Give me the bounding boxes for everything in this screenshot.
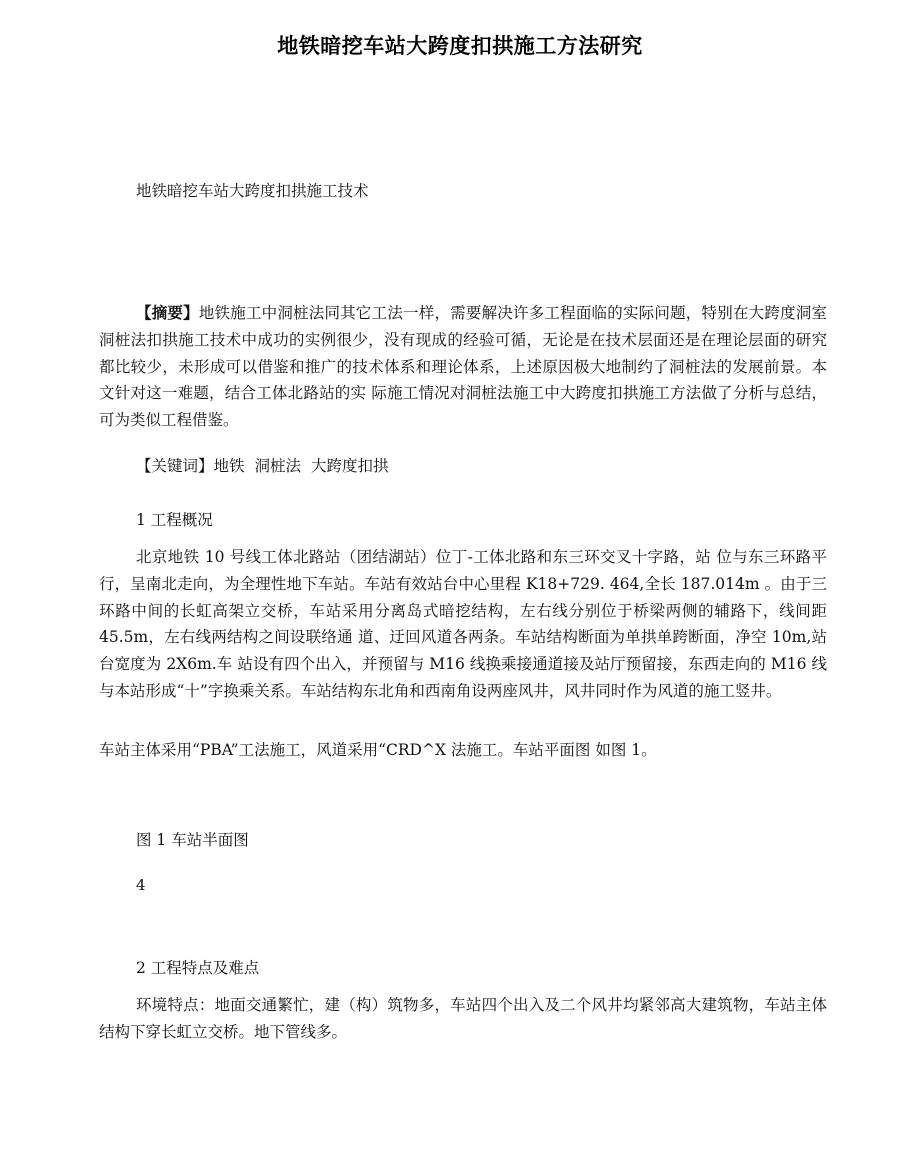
figure-number: 4 (136, 876, 146, 894)
abstract-paragraph (99, 300, 827, 434)
keywords-label: 【关键词】 (136, 457, 214, 475)
abstract-label: 【摘要】 (136, 303, 199, 322)
document-title: 地铁暗挖车站大跨度扣拱施工方法研究 (277, 34, 643, 58)
overview-paragraph: 北京地铁 10 号线工体北路站（团结湖站）位丁-工体北路和东三环交叉十字路，站 位与东三环路平行，呈南北走向，为全理性地下车站。车站有效站台中心里程 K18+729. 464,全长 187.014m 。由于三环路中间的长虹高架立交桥，车站采用分离岛式暗挖结构，左右线分别位于桥梁两侧的辅路下，线间距 45.5m，左右线两结构之间设联络通 道、迂回风道各两条。车站结构断面为单拱单跨断面，净空 10m,站台宽度为 2X6m.车 站设有四个出入，并预留与 M16 线换乘接通道接及站厅预留接，东西走向的 M16 线与本站形成“十”字换乘关系。车站结构东北角和西南角设两座风井，风井同时作为风道的施工竖井。 (99, 548, 827, 700)
keyword-item: 洞桩法 (254, 457, 302, 475)
section-heading-2: 2 工程特点及难点 (136, 959, 260, 977)
keyword-item: 大跨度扣拱 (311, 457, 389, 475)
keywords-line (136, 454, 389, 476)
keyword-item: 地铁 (213, 457, 245, 475)
document-subtitle: 地铁暗挖车站大跨度扣拱施工技术 (136, 182, 369, 200)
figure-caption: 图 1 车站半面图 (136, 831, 249, 849)
environment-paragraph: 环境特点：地面交通繁忙，建（构）筑物多，车站四个出入及二个风井均紧邻高大建筑物，车站主体结构下穿长虹立交桥。地下管线多。 (99, 996, 827, 1041)
abstract-text: 地铁施工中洞桩法同其它工法一样，需要解决许多工程面临的实际问题，特别在大跨度洞室洞桩法扣拱施工技术中成功的实例很少，没有现成的经验可循，无论是在技术层面还是在理论层面的研究都比较少，未形成可以借鉴和推广的技术体系和理论体系，上述原因极大地制约了洞桩法的发展前景。本文针对这一难题，结合工体北路站的实 际施工情况对洞桩法施工中大跨度扣拱施工方法做了分析与总结，可为类似工程借鉴。 (99, 304, 827, 430)
construction-method-line: 车站主体采用“PBA”工法施工，风道采用“CRD^X 法施工。车站平面图 如图 1。 (99, 741, 657, 759)
section-heading-1: 1 工程概况 (136, 511, 213, 529)
